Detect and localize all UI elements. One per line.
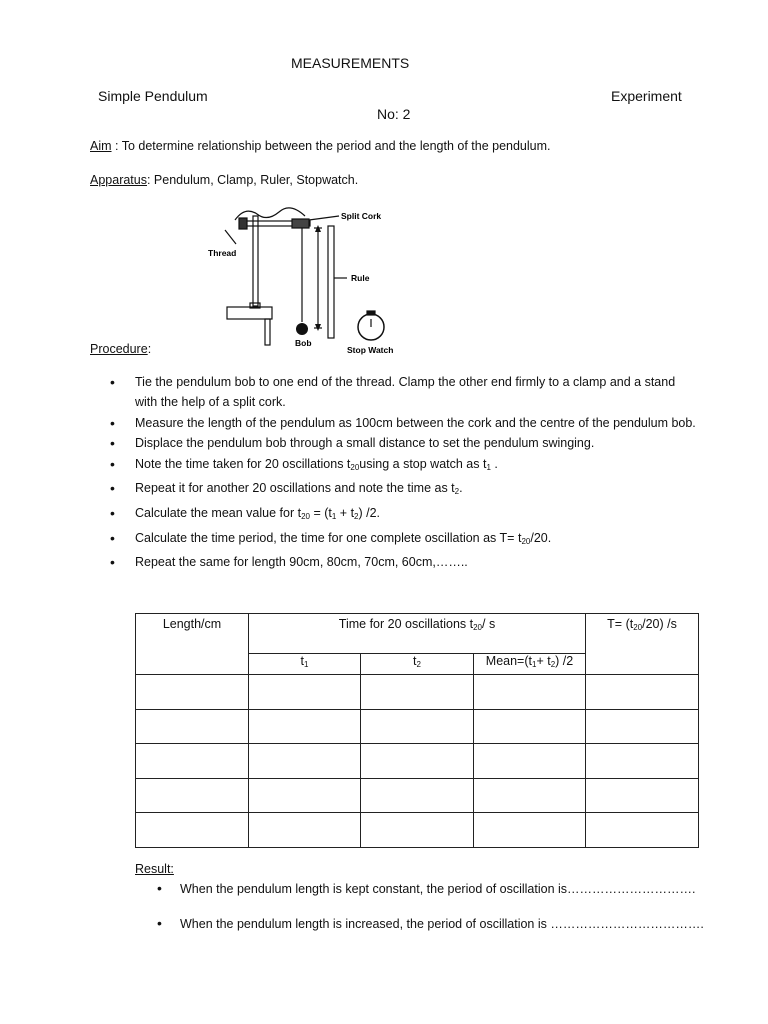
header-mean: $Mean=(t_1+ t_2)$ /2: [474, 654, 586, 675]
experiment-name: Simple Pendulum: [98, 88, 208, 104]
procedure-label: Procedure: [90, 342, 148, 356]
apparatus-line: [90, 173, 358, 187]
aim-line: [90, 139, 551, 153]
procedure-heading: [90, 342, 151, 356]
table-cell[interactable]: [361, 709, 474, 744]
table-row: [136, 813, 699, 848]
stopwatch-crown: [367, 311, 375, 315]
result-heading: Result:: [135, 862, 174, 876]
step-text: Displace the pendulum bob through a small distance to set the pendulum swinging.: [135, 436, 595, 451]
table-cell[interactable]: [586, 813, 699, 848]
clamp-knob: [239, 218, 247, 229]
apparatus-label: Apparatus: [90, 173, 147, 187]
procedure-step: [110, 552, 700, 572]
page-title: MEASUREMENTS: [291, 55, 410, 71]
table-cell[interactable]: [586, 709, 699, 744]
procedure-list: [110, 372, 700, 573]
procedure-step: [110, 433, 700, 453]
split-cork-label: Split Cork: [341, 211, 382, 221]
procedure-step: • Calculate the time period, the time for one complete oscillation as $T= t_{20}/20$.: [110, 528, 700, 552]
experiment-number: No: 2: [377, 106, 411, 122]
header-t2: $t_2$: [361, 654, 474, 675]
thread-label: Thread: [208, 248, 237, 258]
table-cell[interactable]: [136, 744, 249, 779]
table-row: [136, 778, 699, 813]
table-row: [136, 744, 699, 779]
table-cell[interactable]: [136, 778, 249, 813]
results-table: [135, 613, 699, 848]
table-cell[interactable]: [249, 675, 361, 710]
table-cell[interactable]: [136, 709, 249, 744]
procedure-colon: :: [147, 342, 152, 356]
procedure-step: • Calculate the mean value for $t_{20} = (t_1 + t_2)$ /2.: [110, 503, 700, 527]
table-cell[interactable]: [249, 744, 361, 779]
table-cell[interactable]: [249, 709, 361, 744]
table-cell[interactable]: [586, 675, 699, 710]
stopwatch-label: Stop Watch: [347, 345, 394, 355]
experiment-label: Experiment: [611, 88, 682, 104]
base-clamp: [265, 319, 270, 345]
thread-leader: [225, 230, 236, 244]
procedure-step: [110, 413, 700, 433]
ruler: [328, 226, 334, 338]
pendulum-diagram: [195, 200, 415, 360]
split-cork-leader: [309, 216, 339, 220]
bob-label: Bob: [295, 338, 312, 348]
table-cell[interactable]: [474, 675, 586, 710]
procedure-step: • Note the time taken for 20 oscillations $t_{20}using$ a stop watch as $t_1$ .: [110, 454, 700, 478]
step-text: Tie the pendulum bob to one end of the thread. Clamp the other end firmly to a clamp and a stand with the help of a split cork.: [135, 375, 676, 409]
table-cell[interactable]: [136, 675, 249, 710]
stand-base: [227, 307, 272, 319]
procedure-step: [110, 372, 700, 412]
step-text: Repeat the same for length 90cm, 80cm, 70cm, 60cm,……..: [135, 555, 468, 570]
split-cork: [292, 219, 309, 228]
result-item: • When the pendulum length is kept constant, the period of oscillation is………………………….: [157, 880, 717, 898]
step-text: Measure the length of the pendulum as 100cm between the cork and the centre of the pendulum bob.: [135, 415, 696, 430]
aim-text: : To determine relationship between the period and the length of the pendulum.: [111, 139, 551, 153]
table-cell[interactable]: [136, 813, 249, 848]
table-cell[interactable]: [249, 778, 361, 813]
table-cell[interactable]: [586, 778, 699, 813]
apparatus-text: : Pendulum, Clamp, Ruler, Stopwatch.: [146, 173, 359, 187]
table-cell[interactable]: [474, 778, 586, 813]
procedure-step: • Repeat it for another 20 oscillations and note the time as $t_2$.: [110, 478, 700, 502]
table-cell[interactable]: [361, 813, 474, 848]
pendulum-bob: [296, 323, 308, 335]
header-t1: $t_1$: [249, 654, 361, 675]
table-cell[interactable]: [361, 744, 474, 779]
table-cell[interactable]: [249, 813, 361, 848]
aim-label: Aim: [90, 139, 112, 153]
result-list-1: [157, 880, 717, 898]
table-cell[interactable]: [474, 709, 586, 744]
table-cell[interactable]: [361, 675, 474, 710]
stand-pole: [253, 216, 258, 306]
table-cell[interactable]: [474, 744, 586, 779]
table-row: [136, 709, 699, 744]
header-period: $T= (t_{20}/20)$ /s: [586, 614, 699, 675]
result-item: • When the pendulum length is increased, the period of oscillation is ……………………………….: [157, 915, 717, 933]
table-cell[interactable]: [586, 744, 699, 779]
result-list-2: [157, 915, 717, 933]
header-time: Time for 20 oscillations $t_{20}/$ s: [249, 614, 586, 654]
table-cell[interactable]: [361, 778, 474, 813]
table-row: [136, 675, 699, 710]
rule-label: Rule: [351, 273, 370, 283]
header-length: Length/cm: [136, 614, 249, 675]
table-cell[interactable]: [474, 813, 586, 848]
